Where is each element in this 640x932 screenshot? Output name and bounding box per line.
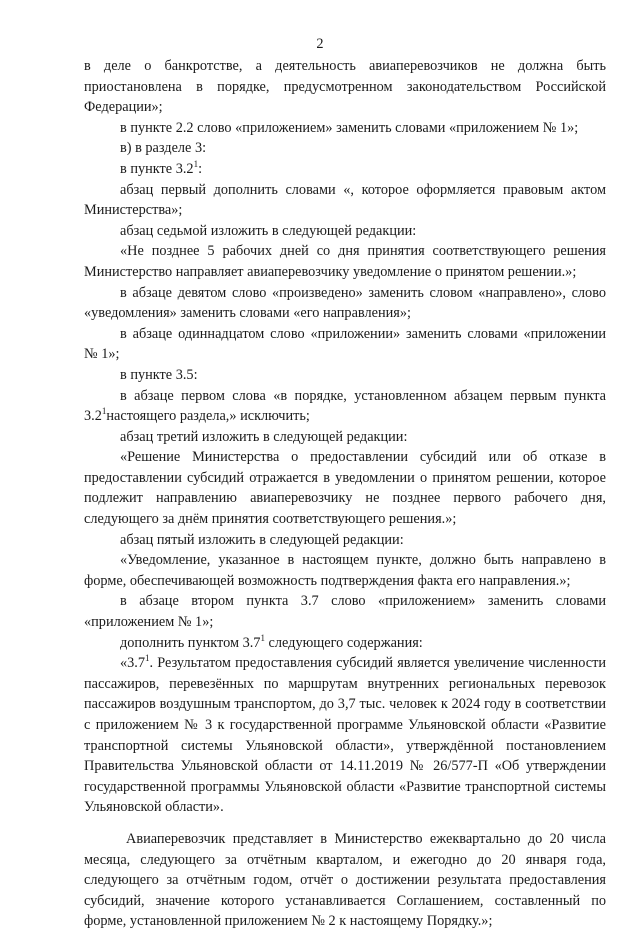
text-part: дополнить пунктом 3.7 [120,634,261,651]
paragraph-quote-deadline: «Не позднее 5 рабочих дней со дня принятия соответствующего решения Министерство направляет авиаперевозчику уведомление о принятом решении.»; [84,243,606,280]
paragraph-eleventh-abzac: в абзаце одиннадцатом слово «приложении» заменить словами «приложении № 1»; [84,325,606,363]
paragraph-ninth-abzac: в абзаце девятом слово «произведено» заменить словом «направлено», слово «уведомления» заменить словами «его направления»; [84,284,606,322]
paragraph-quote-result [84,653,606,818]
text-part: в пункте 3.2 [120,160,194,177]
paragraph-fifth-abzac: абзац пятый изложить в следующей редакции: [120,531,404,548]
text-part: «3.7 [120,655,146,672]
page-number: 2 [316,36,324,52]
paragraph-quote-notification: «Уведомление, указанное в настоящем пункте, должно быть направлено в форме, обеспечивающей возможность подтверждения факта его направления.»; [84,552,606,589]
paragraph-quote-decision: «Решение Министерства о предоставлении субсидий или об отказе в предоставлении субсидий отражается в уведомлении о принятом решении, которое подлежит направлению авиаперевозчику не позднее первого рабочего дня, следующего за днём принятия соответствующего решения.»; [84,449,606,528]
paragraph-item-3-2-1 [84,159,606,180]
paragraph-first-abzac-3-5 [84,386,606,427]
text-part: следующего содержания: [264,634,423,651]
document-body [84,56,606,932]
superscript: 1 [145,653,150,664]
paragraph-third-abzac: абзац третий изложить в следующей редакции: [120,428,408,445]
paragraph-add-3-7-1 [84,633,606,654]
superscript: 1 [193,158,199,169]
superscript: 1 [101,406,107,417]
paragraph-report: Авиаперевозчик представляет в Министерство ежеквартально до 20 числа месяца, следующего за отчётным кварталом, и ежегодно до 20 января года, следующего за отчётным годом, отчёт о достижении результата предоставления субсидий, значение которого устанавливается Соглашением, составленный по форме, установленной приложением № 2 к настоящему Порядку.»; [84,830,606,930]
paragraph-item-3-7: в абзаце втором пункта 3.7 слово «приложением» заменить словами «приложением № 1»; [84,593,606,631]
paragraph-first-abzac: абзац первый дополнить словами «, которое оформляется правовым актом Министерства»; [84,181,606,219]
text-part: . Результатом предоставления субсидий является увеличение численности пассажиров, перевезённых по маршрутам внутренних региональных перевозок пассажиров воздушным транспортом, до 3,7 тыс. человек к 2024 году в соответствии с приложением № 3 к государственной программе Ульяновской области «Развитие транспортной системы Ульяновской области», утверждённой постановлением Правительства Ульяновской области от 14.11.2019 № 26/577-П «Об утверждении государственной программы Ульяновской области «Развитие транспортной системы Ульяновской области». [84,655,606,816]
superscript: 1 [260,632,265,643]
paragraph-section-3: в) в разделе 3: [120,140,207,157]
paragraph-gap [84,818,606,829]
paragraph-seventh-abzac: абзац седьмой изложить в следующей редакции: [120,222,417,239]
text-part: настоящего раздела,» исключить; [106,408,310,425]
paragraph-item-3-5: в пункте 3.5: [120,366,198,383]
text-part: : [198,160,203,177]
text-part: в абзаце первом слова «в порядке, установленном абзацем первым пункта 3.2 [84,387,606,425]
paragraph-continuation: в деле о банкротстве, а деятельность авиаперевозчиков не должна быть приостановлена в порядке, предусмотренном законодательством Российской Федерации»; [84,58,606,116]
paragraph-item-2-2: в пункте 2.2 слово «приложением» заменить словами «приложением № 1»; [120,119,579,136]
